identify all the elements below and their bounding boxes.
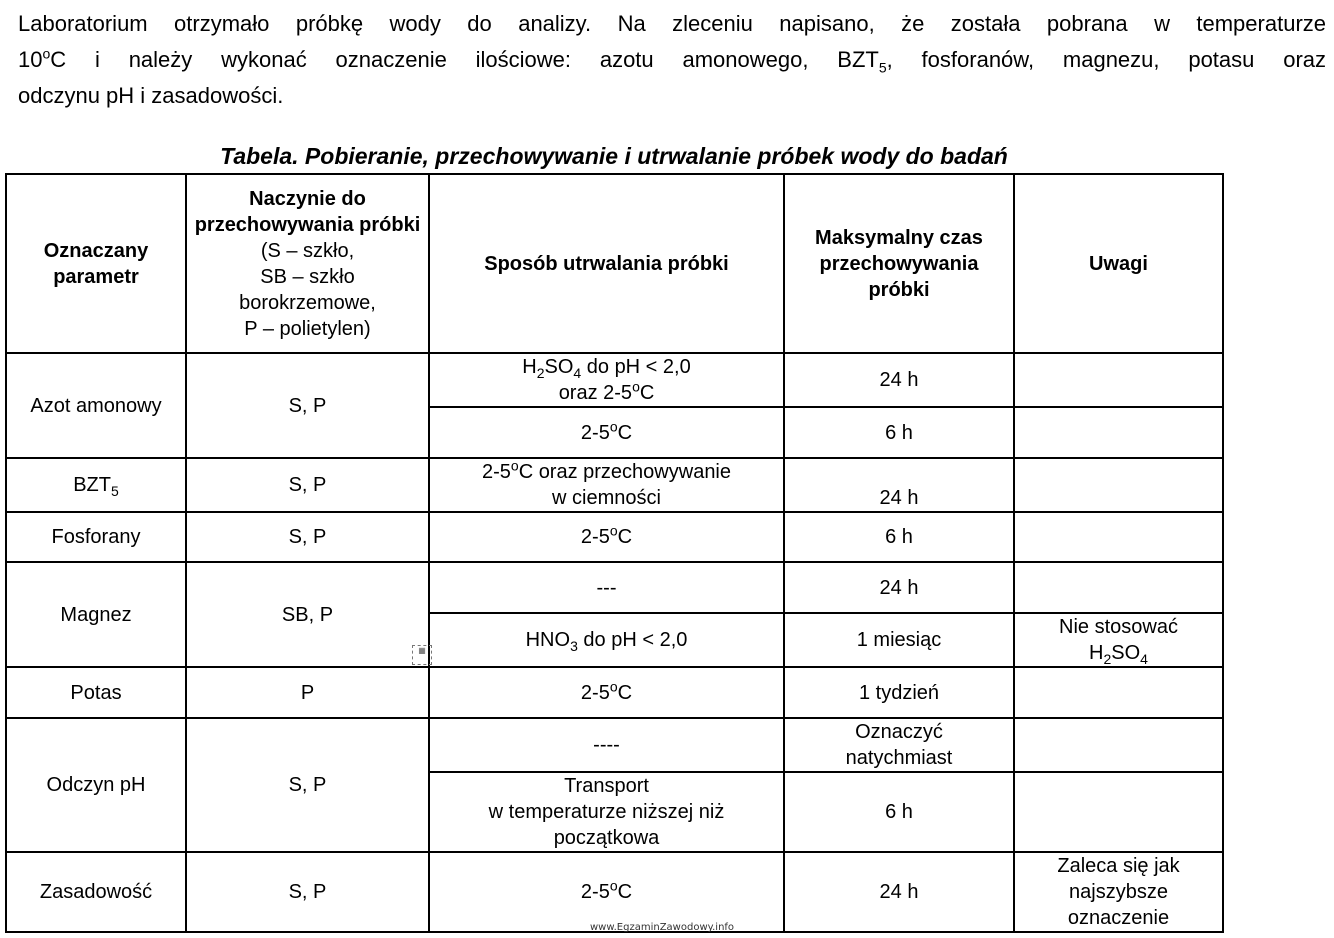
note-zasad: Zaleca się jak najszybsze oznaczenie <box>1014 852 1223 932</box>
intro-paragraph <box>18 6 1326 114</box>
method-potas: 2-5$^o$C <box>429 667 784 718</box>
table-row <box>6 852 1223 932</box>
vessel-zasad: S, P <box>186 852 429 932</box>
header-maxtime: Maksymalny czas przechowywania próbki <box>784 174 1014 353</box>
table-caption: Tabela. Pobieranie, przechowywanie i utrwalanie próbek wody do badań <box>220 143 1008 169</box>
table-row <box>6 458 1223 512</box>
intro-line-1: Laboratorium otrzymało próbkę wody do analizy. Na zleceniu napisano, że została pobrana w temperaturze <box>18 11 1326 36</box>
embedded-object-icon: ▦ <box>412 645 432 665</box>
time-magnez-1: 24 h <box>784 562 1014 613</box>
note-potas <box>1014 667 1223 718</box>
intro-line-2: 10$^o$C i należy wykonać oznaczenie ilościowe: azotu amonowego, $BZT_5$, fosforanów, magnezu, potasu oraz <box>18 45 1326 76</box>
time-azot-1: 24 h <box>784 353 1014 407</box>
intro-line-3: odczynu pH i zasadowości. <box>18 83 284 108</box>
vessel-fosforany: S, P <box>186 512 429 562</box>
table-row <box>6 353 1223 407</box>
param-ph: Odczyn pH <box>6 718 186 852</box>
time-ph-2: 6 h <box>784 772 1014 852</box>
time-potas: 1 tydzień <box>784 667 1014 718</box>
header-vessel: Naczynie do przechowywania próbki (S – szkło, SB – szkło borokrzemowe, P – polietylen) <box>186 174 429 353</box>
note-fosforany <box>1014 512 1223 562</box>
vessel-bzt: S, P <box>186 458 429 512</box>
time-fosforany: 6 h <box>784 512 1014 562</box>
method-fosforany: 2-5$^o$C <box>429 512 784 562</box>
param-azot: Azot amonowy <box>6 353 186 458</box>
method-ph-1: ---- <box>429 718 784 772</box>
time-magnez-2: 1 miesiąc <box>784 613 1014 667</box>
table-row <box>6 667 1223 718</box>
note-azot-2 <box>1014 407 1223 458</box>
note-bzt <box>1014 458 1223 512</box>
table-row <box>6 718 1223 772</box>
note-ph-1 <box>1014 718 1223 772</box>
param-zasad: Zasadowość <box>6 852 186 932</box>
param-magnez: Magnez <box>6 562 186 667</box>
header-param: Oznaczany parametr <box>6 174 186 353</box>
time-zasad: 24 h <box>784 852 1014 932</box>
method-magnez-2: $HNO_3$ do pH < 2,0 <box>429 613 784 667</box>
sampling-table <box>5 173 1224 933</box>
time-ph-1: Oznaczyć natychmiast <box>784 718 1014 772</box>
table-header-row <box>6 174 1223 353</box>
note-magnez-2: Nie stosować $H_2SO_4$ <box>1014 613 1223 667</box>
note-magnez-1 <box>1014 562 1223 613</box>
param-potas: Potas <box>6 667 186 718</box>
param-fosforany: Fosforany <box>6 512 186 562</box>
method-bzt: 2-5$^o$C oraz przechowywanie w ciemności <box>429 458 784 512</box>
time-bzt: 24 h <box>784 458 1014 512</box>
method-azot-2: 2-5$^o$C <box>429 407 784 458</box>
vessel-magnez: SB, P <box>186 562 429 667</box>
header-method: Sposób utrwalania próbki <box>429 174 784 353</box>
table-row <box>6 562 1223 613</box>
vessel-potas: P <box>186 667 429 718</box>
method-azot-1: $H_2SO_4$ do pH < 2,0 oraz 2-5$^o$C <box>429 353 784 407</box>
vessel-ph: S, P <box>186 718 429 852</box>
method-magnez-1: --- <box>429 562 784 613</box>
vessel-azot: S, P <box>186 353 429 458</box>
watermark-footer: www.EgzaminZawodowy.info <box>590 922 735 933</box>
time-azot-2: 6 h <box>784 407 1014 458</box>
table-row <box>6 512 1223 562</box>
note-ph-2 <box>1014 772 1223 852</box>
method-ph-2: Transport w temperaturze niższej niż początkowa <box>429 772 784 852</box>
param-bzt: $BZT_5$ <box>6 458 186 512</box>
header-notes: Uwagi <box>1014 174 1223 353</box>
note-azot-1 <box>1014 353 1223 407</box>
method-zasad: 2-5$^o$C <box>429 852 784 932</box>
